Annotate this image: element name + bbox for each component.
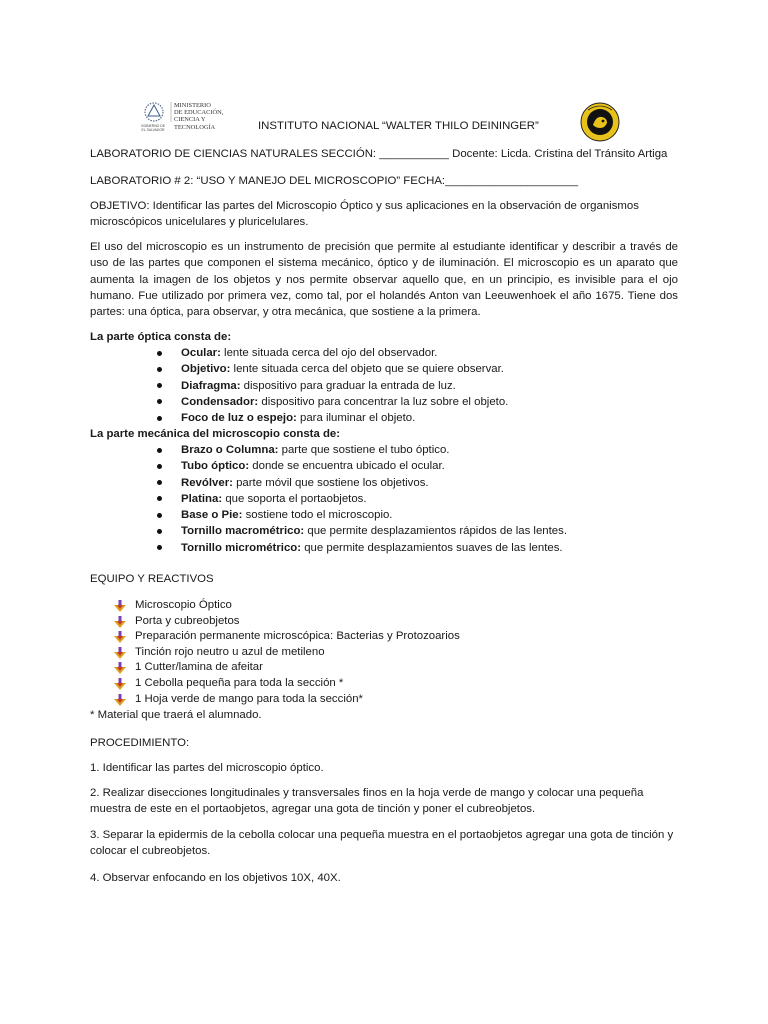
arrow-bullet-icon <box>114 694 126 706</box>
bullet-icon <box>157 416 162 421</box>
bullet-icon <box>157 383 162 388</box>
list-item: Condensador: dispositivo para concentrar la luz sobre el objeto. <box>157 394 508 410</box>
bullet-icon <box>157 464 162 469</box>
procedure-step-4: 4. Observar enfocando en los objetivos 10X, 40X. <box>90 872 341 884</box>
list-item: Tubo óptico: donde se encuentra ubicado el ocular. <box>157 458 567 474</box>
procedure-step-2: 2. Realizar disecciones longitudinales y transversales finos en la hoja verde de mango y colocar una pequeña muestra de este en el portaobjetos, agregar una gota de tinción y poner el cubreobjetos. <box>90 787 644 816</box>
procedure-heading: PROCEDIMIENTO: <box>90 737 190 749</box>
list-item: Preparación permanente microscópica: Bacterias y Protozoarios <box>114 629 460 645</box>
list-item: Microscopio Óptico <box>114 598 460 614</box>
objective-paragraph: OBJETIVO: Identificar las partes del Microscopio Óptico y sus aplicaciones en la observación de organismos microscópicos unicelulares y pluricelulares. <box>90 200 639 229</box>
procedure-step-1: 1. Identificar las partes del microscopio óptico. <box>90 762 324 774</box>
mechanical-parts-list <box>157 442 567 556</box>
list-item: Ocular: lente situada cerca del ojo del observador. <box>157 345 508 361</box>
lab-info-line: LABORATORIO DE CIENCIAS NATURALES SECCIÓN: ___________ Docente: Licda. Cristina del Tránsito Artiga <box>90 148 668 160</box>
list-item: Tornillo micrométrico: que permite desplazamientos suaves de las lentes. <box>157 540 567 556</box>
list-item: Brazo o Columna: parte que sostiene el tubo óptico. <box>157 442 567 458</box>
arrow-bullet-icon <box>114 600 126 612</box>
optical-parts-list <box>157 345 508 426</box>
list-item: 1 Cutter/lamina de afeitar <box>114 660 460 676</box>
equipment-heading: EQUIPO Y REACTIVOS <box>90 573 214 585</box>
lab-number-line: LABORATORIO # 2: “USO Y MANEJO DEL MICROSCOPIO” FECHA:_____________________ <box>90 175 579 187</box>
arrow-bullet-icon <box>114 678 126 690</box>
list-item: Porta y cubreobjetos <box>114 614 460 630</box>
list-item: Foco de luz o espejo: para iluminar el objeto. <box>157 410 508 426</box>
procedure-step-3: 3. Separar la epidermis de la cebolla colocar una pequeña muestra en el portaobjetos agregar una gota de tinción y colocar el cubreobjetos. <box>90 829 674 858</box>
arrow-bullet-icon <box>114 662 126 674</box>
bullet-icon <box>157 513 162 518</box>
bullet-icon <box>157 529 162 534</box>
bullet-icon <box>157 480 162 485</box>
equipment-note: * Material que traerá el alumnado. <box>90 709 262 721</box>
bullet-icon <box>157 496 162 501</box>
ministry-name: MINISTERIO DE EDUCACIÓN, CIENCIA Y TECNOLOGÍA <box>174 102 224 131</box>
list-item: Diafragma: dispositivo para graduar la entrada de luz. <box>157 378 508 394</box>
list-item: Objetivo: lente situada cerca del objeto que se quiere observar. <box>157 361 508 377</box>
list-item: Platina: que soporta el portaobjetos. <box>157 491 567 507</box>
intro-paragraph: El uso del microscopio es un instrumento de precisión que permite al estudiante identificar y describir a través de uso de las partes que componen el sistema mecánico, óptico y de iluminación. El microscopio es un aparato que aumenta la imagen de los objetos y nos permite observar aquello que, en un principio, es invisible para el ojo humano. Fue utilizado por primera vez, como tal, por el holandés Anton van Leeuwenhoek el año 1675. Tiene dos partes: una óptica, para observar, y otra mecánica, que sostiene a la primera. <box>90 241 678 319</box>
bullet-icon <box>157 351 162 356</box>
arrow-bullet-icon <box>114 616 126 628</box>
bullet-icon <box>157 545 162 550</box>
list-item: Tornillo macrométrico: que permite desplazamientos rápidos de las lentes. <box>157 523 567 539</box>
list-item: Tinción rojo neutro u azul de metileno <box>114 645 460 661</box>
arrow-bullet-icon <box>114 631 126 643</box>
institute-title: INSTITUTO NACIONAL “WALTER THILO DEININGER” <box>258 120 539 132</box>
bullet-icon <box>157 367 162 372</box>
list-item: Revólver: parte móvil que sostiene los objetivos. <box>157 475 567 491</box>
mechanical-heading: La parte mecánica del microscopio consta de: <box>90 428 341 440</box>
bullet-icon <box>157 399 162 404</box>
equipment-list <box>114 598 460 707</box>
school-crest-icon <box>580 102 620 142</box>
bullet-icon <box>157 448 162 453</box>
optical-heading: La parte óptica consta de: <box>90 331 232 343</box>
government-caption: GOBIERNO DE EL SALVADOR <box>141 124 165 132</box>
arrow-bullet-icon <box>114 647 126 659</box>
list-item: 1 Hoja verde de mango para toda la sección* <box>114 692 460 708</box>
list-item: 1 Cebolla pequeña para toda la sección * <box>114 676 460 692</box>
list-item: Base o Pie: sostiene todo el microscopio. <box>157 507 567 523</box>
